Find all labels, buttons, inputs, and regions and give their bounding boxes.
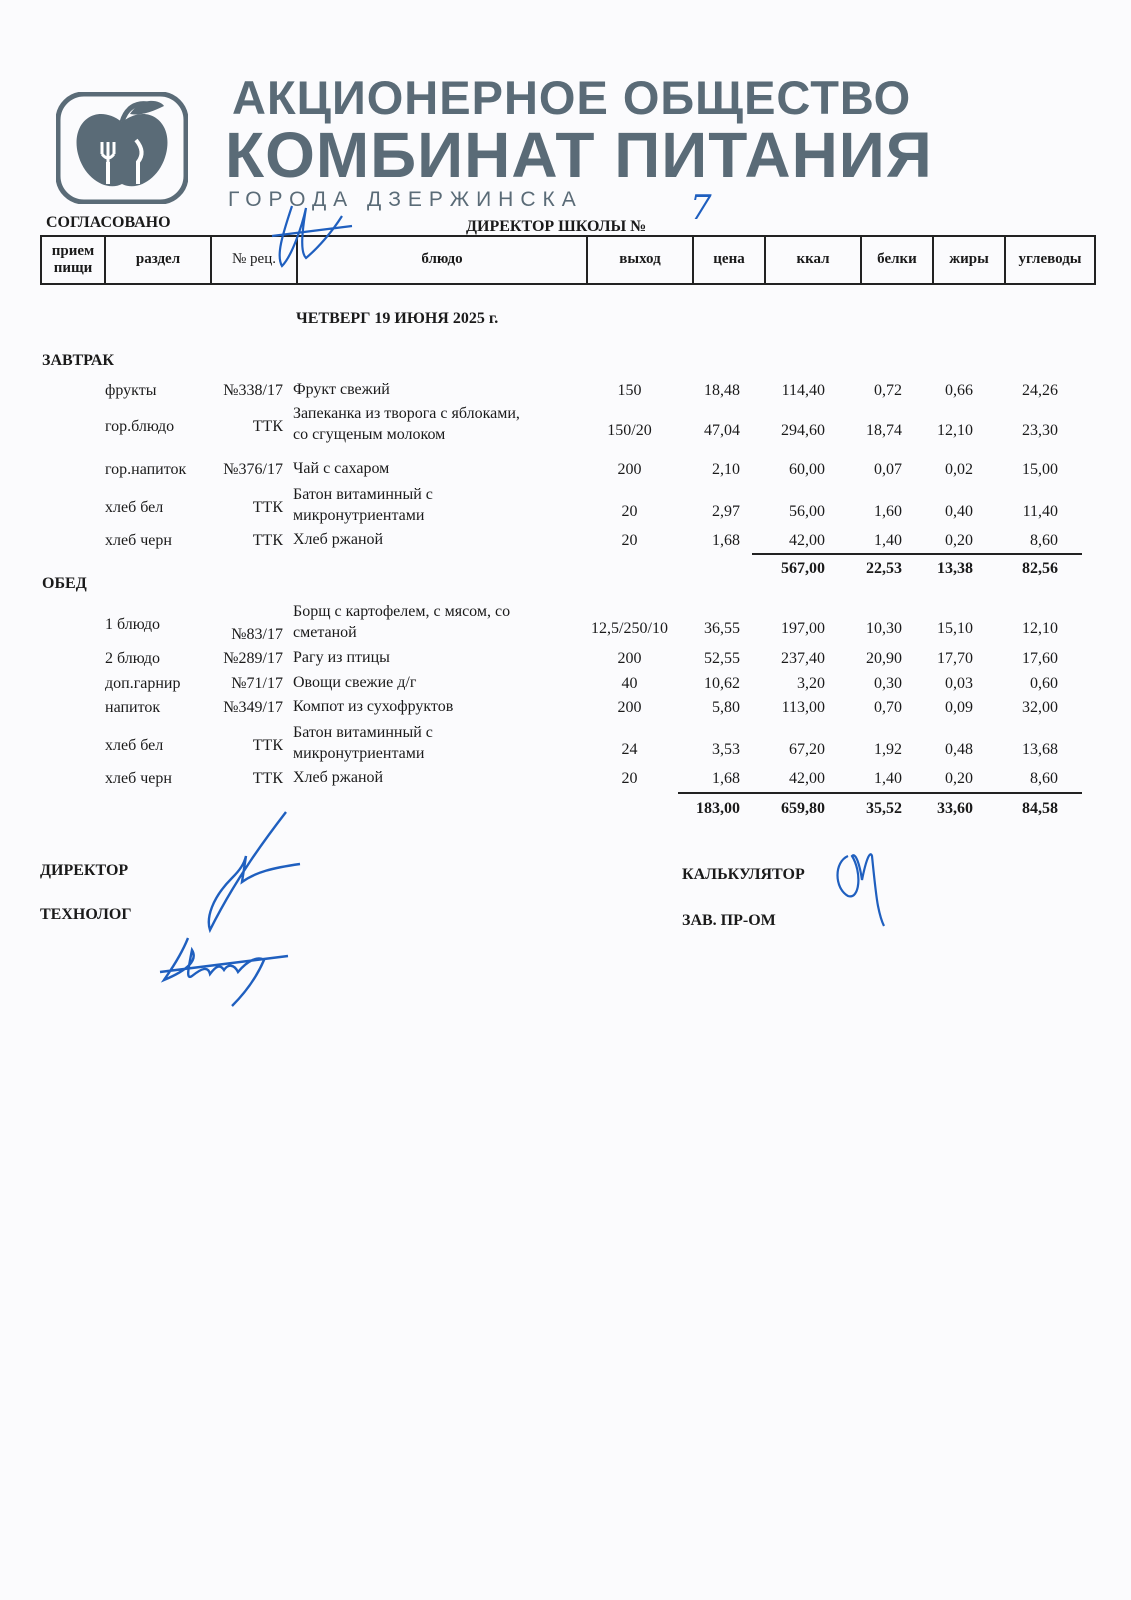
row-price: 2,10 xyxy=(712,461,740,478)
row-output: 12,5/250/10 xyxy=(591,620,668,637)
row-recipe: ТТК xyxy=(252,737,283,754)
row-fat: 12,10 xyxy=(937,422,973,439)
row-price: 18,48 xyxy=(704,382,740,399)
header-recipe: № рец. xyxy=(211,236,297,284)
row-kcal: 42,00 xyxy=(789,532,825,549)
row-kcal: 42,00 xyxy=(789,770,825,787)
row-section: хлеб бел xyxy=(105,737,164,754)
row-carbs: 8,60 xyxy=(1030,532,1058,549)
logo-line-3: ГОРОДА ДЗЕРЖИНСКА xyxy=(228,188,583,211)
row-price: 1,68 xyxy=(712,770,740,787)
technologist-signature xyxy=(158,930,294,1014)
row-dish: Овощи свежие д/г xyxy=(293,674,417,691)
row-fat: 0,03 xyxy=(945,675,973,692)
row-recipe: ТТК xyxy=(252,770,283,787)
lunch-title: ОБЕД xyxy=(42,575,87,592)
row-protein: 0,72 xyxy=(874,382,902,399)
row-fat: 0,40 xyxy=(945,503,973,520)
row-carbs: 0,60 xyxy=(1030,675,1058,692)
row-dish: Рагу из птицы xyxy=(293,649,390,666)
row-dish: Чай с сахаром xyxy=(293,460,390,477)
row-dish: сметаной xyxy=(293,624,357,641)
row-fat: 0,02 xyxy=(945,461,973,478)
row-output: 200 xyxy=(617,650,642,667)
row-carbs: 23,30 xyxy=(1022,422,1058,439)
row-protein: 18,74 xyxy=(866,422,902,439)
row-dish: микронутриентами xyxy=(293,745,425,762)
total-kcal: 567,00 xyxy=(781,560,825,577)
row-kcal: 60,00 xyxy=(789,461,825,478)
row-kcal: 3,20 xyxy=(797,675,825,692)
row-protein: 1,60 xyxy=(874,503,902,520)
row-kcal: 56,00 xyxy=(789,503,825,520)
row-carbs: 15,00 xyxy=(1022,461,1058,478)
row-protein: 0,70 xyxy=(874,699,902,716)
technologist-label: ТЕХНОЛОГ xyxy=(40,906,132,923)
total-carbs: 84,58 xyxy=(1022,800,1058,817)
row-section: доп.гарнир xyxy=(105,675,181,692)
row-section: 2 блюдо xyxy=(105,650,161,667)
school-director-label: ДИРЕКТОР ШКОЛЫ № xyxy=(466,218,647,235)
row-recipe: №338/17 xyxy=(223,382,283,399)
row-carbs: 17,60 xyxy=(1022,650,1058,667)
row-output: 200 xyxy=(617,461,642,478)
row-section: хлеб черн xyxy=(105,532,172,549)
row-fat: 0,20 xyxy=(945,532,973,549)
production-head-label: ЗАВ. ПР-ОМ xyxy=(682,912,776,929)
row-kcal: 114,40 xyxy=(781,382,825,399)
total-carbs: 82,56 xyxy=(1022,560,1058,577)
row-section: фрукты xyxy=(105,382,157,399)
total-fat: 33,60 xyxy=(937,800,973,817)
total-protein: 35,52 xyxy=(866,800,902,817)
row-dish: микронутриентами xyxy=(293,507,425,524)
header-output: выход xyxy=(587,236,693,284)
row-protein: 0,30 xyxy=(874,675,902,692)
total-price: 183,00 xyxy=(696,800,740,817)
logo-line-2: КОМБИНАТ ПИТАНИЯ xyxy=(225,119,933,191)
row-protein: 1,92 xyxy=(874,741,902,758)
header-kcal: ккал xyxy=(765,236,861,284)
row-fat: 15,10 xyxy=(937,620,973,637)
total-kcal: 659,80 xyxy=(781,800,825,817)
row-output: 24 xyxy=(621,741,638,758)
row-recipe: ТТК xyxy=(252,532,283,549)
row-dish: Хлеб ржаной xyxy=(293,769,384,786)
row-price: 36,55 xyxy=(704,620,740,637)
row-recipe: №376/17 xyxy=(223,461,283,478)
row-recipe: ТТК xyxy=(252,418,283,435)
row-output: 200 xyxy=(617,699,642,716)
row-protein: 0,07 xyxy=(874,461,902,478)
row-section: 1 блюдо xyxy=(105,616,161,633)
lunch-total-line xyxy=(678,792,1082,794)
calculator-label: КАЛЬКУЛЯТОР xyxy=(682,866,805,883)
row-dish: со сгущеным молоком xyxy=(293,426,446,443)
row-output: 20 xyxy=(621,532,638,549)
row-kcal: 197,00 xyxy=(781,620,825,637)
row-section: гор.блюдо xyxy=(105,418,175,435)
approved-label: СОГЛАСОВАНО xyxy=(46,214,171,231)
approval-signature xyxy=(262,196,358,276)
row-output: 150/20 xyxy=(607,422,652,439)
row-price: 3,53 xyxy=(712,741,740,758)
row-output: 40 xyxy=(621,675,638,692)
row-output: 20 xyxy=(621,503,638,520)
row-kcal: 67,20 xyxy=(789,741,825,758)
director-label: ДИРЕКТОР xyxy=(40,862,129,879)
school-number: 7 xyxy=(690,188,712,228)
row-carbs: 8,60 xyxy=(1030,770,1058,787)
row-fat: 0,09 xyxy=(945,699,973,716)
date-title: ЧЕТВЕРГ 19 ИЮНЯ 2025 г. xyxy=(296,310,499,327)
total-fat: 13,38 xyxy=(937,560,973,577)
row-fat: 0,66 xyxy=(945,382,973,399)
row-price: 5,80 xyxy=(712,699,740,716)
header-price: цена xyxy=(693,236,765,284)
row-recipe: №349/17 xyxy=(223,699,283,716)
header-carbs: углеводы xyxy=(1005,236,1095,284)
row-section: гор.напиток xyxy=(105,461,187,478)
row-carbs: 24,26 xyxy=(1022,382,1058,399)
row-price: 10,62 xyxy=(704,675,740,692)
row-carbs: 12,10 xyxy=(1022,620,1058,637)
row-dish: Компот из сухофруктов xyxy=(293,698,454,715)
row-price: 52,55 xyxy=(704,650,740,667)
row-dish: Борщ с картофелем, с мясом, со xyxy=(293,603,511,620)
row-kcal: 294,60 xyxy=(781,422,825,439)
calculator-signature xyxy=(832,836,892,930)
row-dish: Хлеб ржаной xyxy=(293,531,384,548)
row-kcal: 237,40 xyxy=(781,650,825,667)
row-recipe: №289/17 xyxy=(223,650,283,667)
row-output: 150 xyxy=(617,382,642,399)
row-dish: Батон витаминный с xyxy=(293,486,433,503)
row-fat: 0,20 xyxy=(945,770,973,787)
row-dish: Батон витаминный с xyxy=(293,724,433,741)
row-price: 2,97 xyxy=(712,503,740,520)
row-dish: Запеканка из творога с яблоками, xyxy=(293,405,520,422)
row-price: 1,68 xyxy=(712,532,740,549)
director-signature xyxy=(196,808,306,938)
header-meal: прием пищи xyxy=(41,236,105,284)
row-recipe: №71/17 xyxy=(231,675,283,692)
row-section: напиток xyxy=(105,699,161,716)
row-kcal: 113,00 xyxy=(781,699,825,716)
logo-line-1: АКЦИОНЕРНОЕ ОБЩЕСТВО xyxy=(232,71,912,124)
row-price: 47,04 xyxy=(704,422,740,439)
menu-table-header xyxy=(40,235,1096,285)
total-protein: 22,53 xyxy=(866,560,902,577)
row-recipe: №83/17 xyxy=(231,626,283,643)
row-carbs: 32,00 xyxy=(1022,699,1058,716)
row-recipe: ТТК xyxy=(252,499,283,516)
row-output: 20 xyxy=(621,770,638,787)
row-protein: 1,40 xyxy=(874,532,902,549)
row-fat: 0,48 xyxy=(945,741,973,758)
breakfast-title: ЗАВТРАК xyxy=(42,352,115,369)
row-carbs: 13,68 xyxy=(1022,741,1058,758)
row-dish: Фрукт свежий xyxy=(293,381,390,398)
header-fat: жиры xyxy=(933,236,1005,284)
row-carbs: 11,40 xyxy=(1022,503,1058,520)
header-dish: блюдо xyxy=(297,236,587,284)
header-section: раздел xyxy=(105,236,211,284)
header-protein: белки xyxy=(861,236,933,284)
company-logo-emblem xyxy=(56,92,188,204)
row-fat: 17,70 xyxy=(937,650,973,667)
row-protein: 20,90 xyxy=(866,650,902,667)
breakfast-total-line xyxy=(752,553,1082,555)
row-protein: 10,30 xyxy=(866,620,902,637)
row-protein: 1,40 xyxy=(874,770,902,787)
row-section: хлеб черн xyxy=(105,770,172,787)
row-section: хлеб бел xyxy=(105,499,164,516)
